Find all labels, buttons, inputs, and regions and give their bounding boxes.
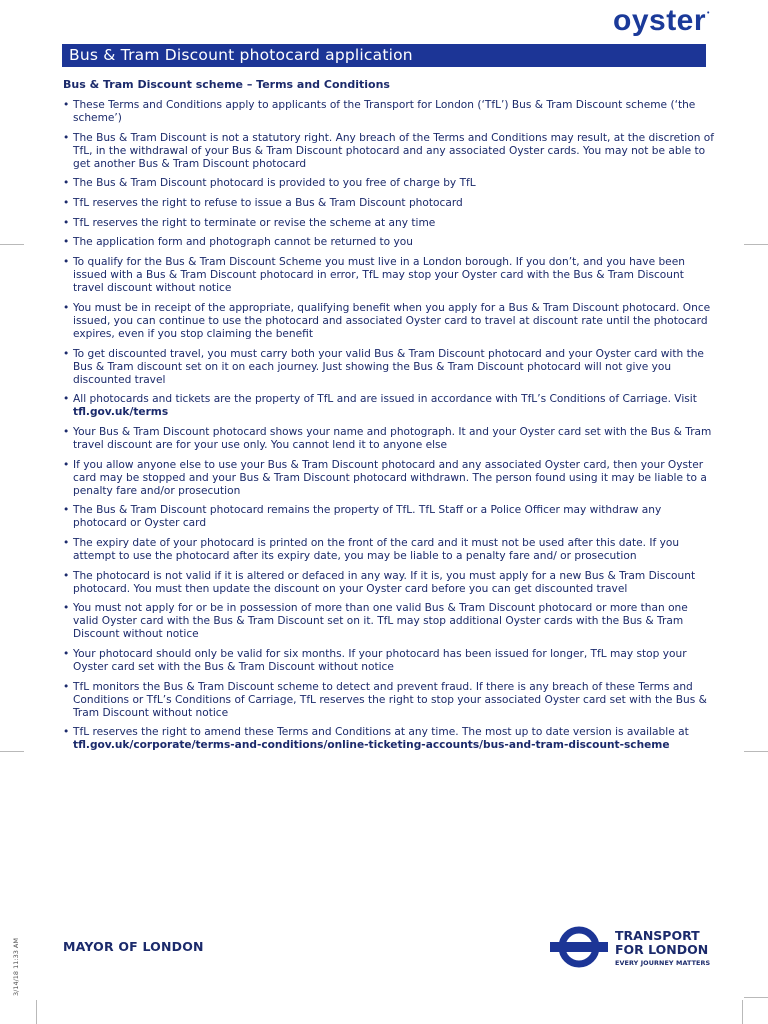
list-item bbox=[63, 177, 715, 190]
list-item bbox=[63, 602, 715, 641]
list-item bbox=[63, 648, 715, 674]
list-item bbox=[63, 426, 715, 452]
crop-mark bbox=[0, 244, 24, 245]
scheme-terms-link[interactable]: tfl.gov.uk/corporate/terms-and-conditions/online-ticketing-accounts/bus-and-tram-discount-scheme bbox=[73, 739, 670, 752]
term-text: TfL reserves the right to terminate or revise the scheme at any time bbox=[73, 216, 436, 229]
term-text: The expiry date of your photocard is printed on the front of the card and it must not be used after this date. If you attempt to use the photocard after its expiry date, you may be liable to a penalty fare and/ or prosecution bbox=[73, 536, 680, 562]
oyster-logo-mark: • bbox=[707, 10, 710, 17]
list-item bbox=[63, 302, 715, 341]
term-text: These Terms and Conditions apply to applicants of the Transport for London (‘TfL’) Bus & Tram Discount scheme (‘the scheme’) bbox=[73, 99, 696, 124]
crop-mark bbox=[744, 997, 768, 998]
list-item bbox=[63, 459, 715, 498]
print-timestamp: 3/14/18 11:33 AM bbox=[12, 938, 20, 996]
list-item bbox=[63, 132, 715, 171]
tfl-tagline: EVERY JOURNEY MATTERS bbox=[615, 959, 711, 967]
terms-list bbox=[63, 99, 715, 759]
list-item bbox=[63, 393, 715, 419]
page-title: Bus & Tram Discount photocard application bbox=[69, 46, 413, 64]
tfl-wordmark-line2: FOR LONDON bbox=[615, 942, 709, 957]
term-text: The Bus & Tram Discount is not a statutory right. Any breach of the Terms and Conditions may result, at the discretion of TfL, in the withdrawal of your Bus & Tram Discount photocard and any associated Oyster cards. You may not be able to get another Bus & Tram Discount photocard bbox=[73, 131, 715, 170]
term-text: All photocards and tickets are the property of TfL and are issued in accordance with TfL’s Conditions of Carriage. Visit bbox=[73, 393, 697, 406]
title-banner bbox=[62, 44, 706, 67]
term-text: To get discounted travel, you must carry both your valid Bus & Tram Discount photocard and your Oyster card with the Bus & Tram discount set on it on each journey. Just showing the Bus & Tram Discount photocard will not give you discounted travel bbox=[73, 347, 704, 386]
crop-mark bbox=[744, 751, 768, 752]
crop-mark bbox=[36, 1000, 37, 1024]
term-text: The Bus & Tram Discount photocard remains the property of TfL. TfL Staff or a Police Officer may withdraw any photocard or Oyster card bbox=[73, 504, 662, 530]
tfl-roundel-icon bbox=[548, 924, 610, 970]
mayor-of-london-logo: MAYOR OF LONDON bbox=[63, 939, 204, 954]
list-item bbox=[63, 99, 715, 125]
term-text: If you allow anyone else to use your Bus & Tram Discount photocard and any associated Oyster card, then your Oyster card may be stopped and your Bus & Tram Discount photocard withdrawn. The person found using it may be liable to a penalty fare and/or prosecution bbox=[73, 458, 707, 497]
term-text: Your Bus & Tram Discount photocard shows your name and photograph. It and your Oyster card set with the Bus & Tram travel discount are for your use only. You cannot lend it to anyone else bbox=[73, 425, 712, 451]
terms-link[interactable]: tfl.gov.uk/terms bbox=[73, 406, 169, 419]
term-text: You must not apply for or be in possession of more than one valid Bus & Tram Discount photocard or more than one valid Oyster card with the Bus & Tram Discount set on it. TfL may stop additional Oyster cards with the Bus & Tram Discount without notice bbox=[73, 602, 688, 641]
list-item bbox=[63, 217, 715, 230]
list-item bbox=[63, 348, 715, 387]
crop-mark bbox=[742, 1000, 743, 1024]
list-item bbox=[63, 197, 715, 210]
crop-mark bbox=[744, 244, 768, 245]
term-text: You must be in receipt of the appropriate, qualifying benefit when you apply for a Bus & Tram Discount photocard. Once issued, you can continue to use the photocard and associated Oyster card to travel at discount rate until the photocard expires, even if you stop claiming the benefit bbox=[73, 301, 711, 340]
crop-mark bbox=[0, 751, 24, 752]
list-item bbox=[63, 236, 715, 249]
term-text: Your photocard should only be valid for six months. If your photocard has been issued for longer, TfL may stop your Oyster card set with the Bus & Tram Discount without notice bbox=[73, 648, 687, 673]
list-item bbox=[63, 537, 715, 563]
term-text: TfL monitors the Bus & Tram Discount scheme to detect and prevent fraud. If there is any breach of these Terms and Conditions or TfL’s Conditions of Carriage, TfL reserves the right to stop your associated Oyster card set with the Bus & Tram Discount without notice bbox=[73, 680, 707, 719]
list-item bbox=[63, 681, 715, 720]
term-text: To qualify for the Bus & Tram Discount Scheme you must live in a London borough. If you don’t, and you have been issued with a Bus & Tram Discount photocard in error, TfL may stop your Oyster card with the Bus & Tram Discount travel discount without notice bbox=[73, 256, 685, 295]
term-text: TfL reserves the right to refuse to issue a Bus & Tram Discount photocard bbox=[73, 197, 463, 210]
tfl-wordmark-line1: TRANSPORT bbox=[615, 928, 700, 943]
oyster-logo-text: oyster bbox=[613, 4, 707, 37]
term-text: The application form and photograph cannot be returned to you bbox=[73, 236, 413, 249]
list-item bbox=[63, 726, 715, 752]
term-text: TfL reserves the right to amend these Terms and Conditions at any time. The most up to date version is available at bbox=[73, 726, 689, 739]
list-item bbox=[63, 570, 715, 596]
section-heading: Bus & Tram Discount scheme – Terms and Conditions bbox=[63, 78, 390, 91]
list-item bbox=[63, 504, 715, 530]
oyster-logo bbox=[613, 4, 710, 38]
term-text: The Bus & Tram Discount photocard is provided to you free of charge by TfL bbox=[73, 177, 476, 190]
list-item bbox=[63, 256, 715, 295]
term-text: The photocard is not valid if it is altered or defaced in any way. If it is, you must apply for a new Bus & Tram Discount photocard. You must then update the discount on your Oyster card before you can get discounted travel bbox=[73, 569, 696, 595]
tfl-logo bbox=[548, 922, 728, 972]
